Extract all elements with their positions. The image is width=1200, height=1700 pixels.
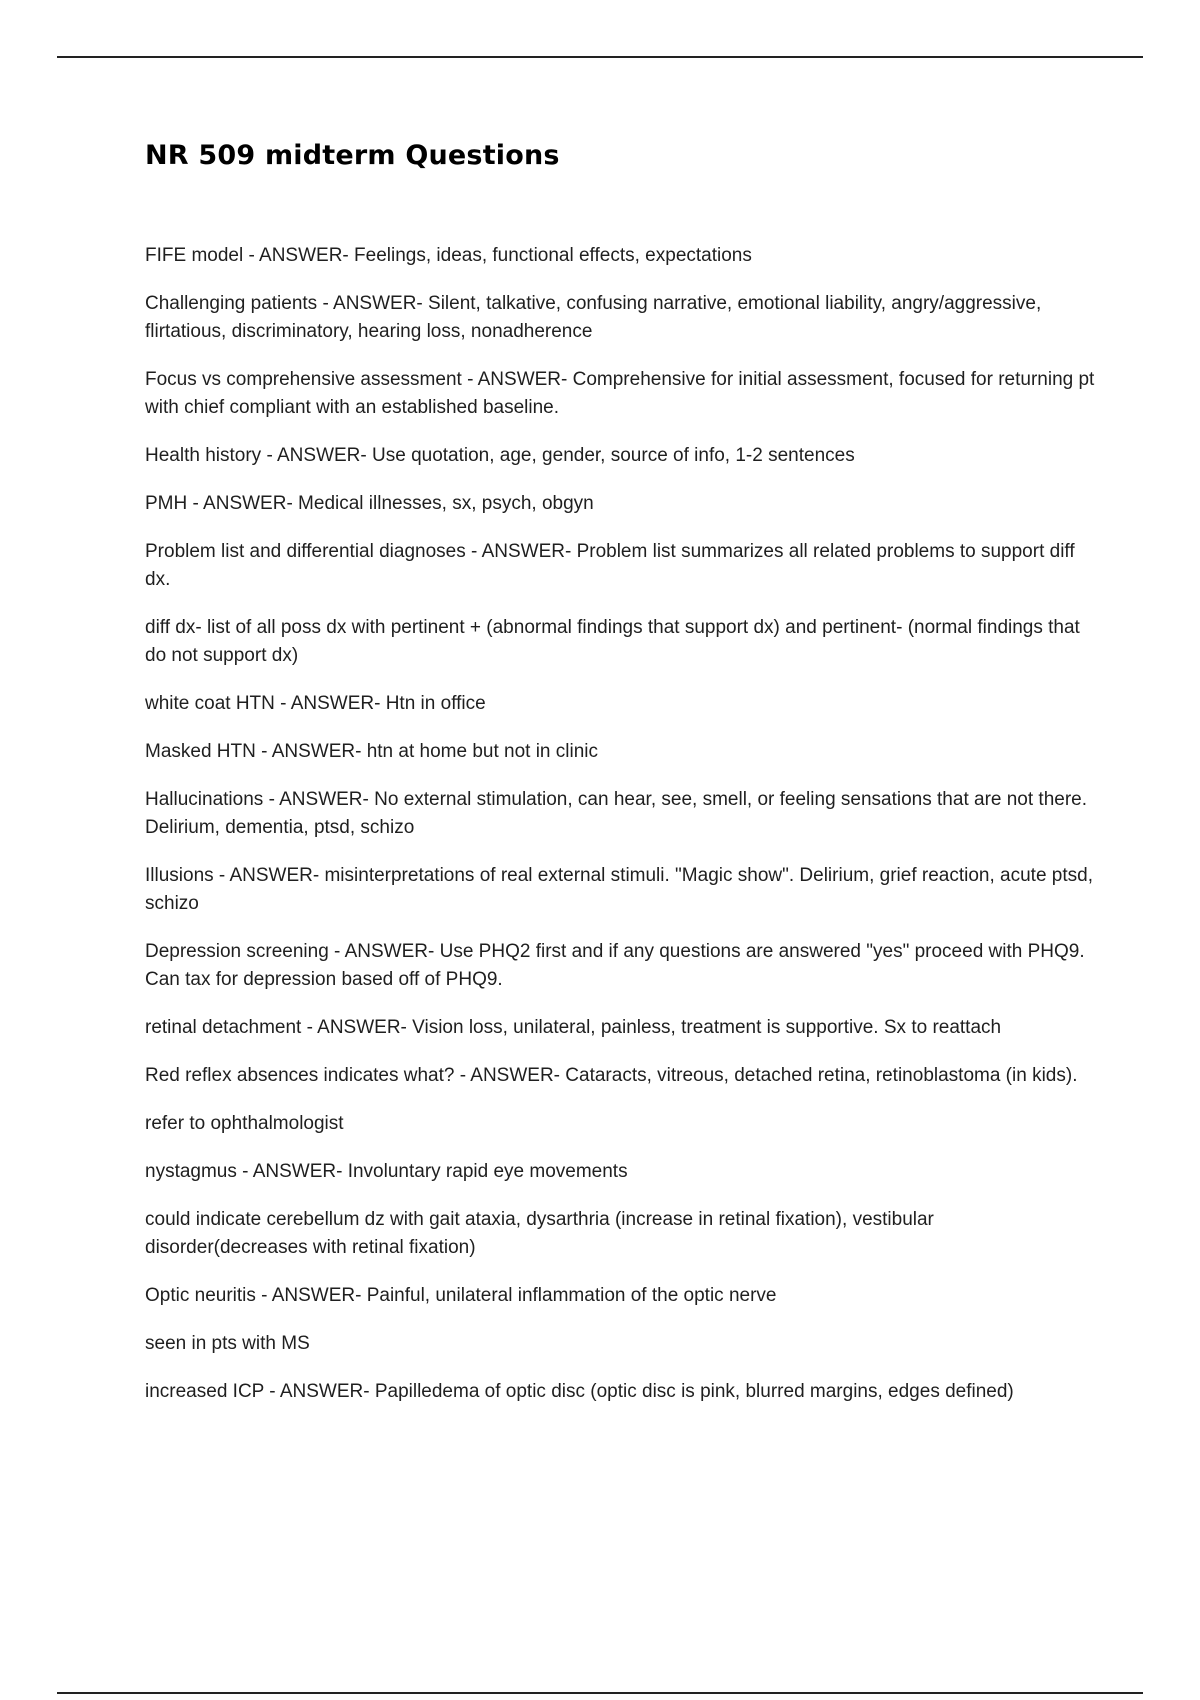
- qa-entry: Illusions - ANSWER- misinterpretations of real external stimuli. "Magic show". Delirium, grief reaction, acute ptsd, schizo: [145, 865, 1093, 914]
- qa-entry: seen in pts with MS: [145, 1333, 310, 1354]
- qa-entry: diff dx- list of all poss dx with pertinent + (abnormal findings that support dx) and pertinent- (normal findings that do not support dx): [145, 617, 1080, 666]
- qa-entry: Optic neuritis - ANSWER- Painful, unilateral inflammation of the optic nerve: [145, 1285, 777, 1306]
- qa-list: [145, 242, 1095, 1426]
- qa-entry: nystagmus - ANSWER- Involuntary rapid eye movements: [145, 1161, 628, 1182]
- qa-entry: Depression screening - ANSWER- Use PHQ2 first and if any questions are answered "yes" proceed with PHQ9. Can tax for depression based off of PHQ9.: [145, 941, 1085, 990]
- qa-entry: Challenging patients - ANSWER- Silent, talkative, confusing narrative, emotional liability, angry/aggressive, flirtatious, discriminatory, hearing loss, nonadherence: [145, 293, 1042, 342]
- footer-rule: [57, 1692, 1143, 1694]
- qa-entry: white coat HTN - ANSWER- Htn in office: [145, 693, 486, 714]
- header-rule: [57, 56, 1143, 58]
- qa-entry: increased ICP - ANSWER- Papilledema of optic disc (optic disc is pink, blurred margins, edges defined): [145, 1381, 1014, 1402]
- qa-entry: PMH - ANSWER- Medical illnesses, sx, psych, obgyn: [145, 493, 594, 514]
- qa-entry: retinal detachment - ANSWER- Vision loss, unilateral, painless, treatment is supportive. Sx to reattach: [145, 1017, 1002, 1038]
- qa-entry: Red reflex absences indicates what? - ANSWER- Cataracts, vitreous, detached retina, retinoblastoma (in kids).: [145, 1065, 1078, 1086]
- qa-entry: Health history - ANSWER- Use quotation, age, gender, source of info, 1-2 sentences: [145, 445, 855, 466]
- qa-entry: Problem list and differential diagnoses - ANSWER- Problem list summarizes all related problems to support diff dx.: [145, 541, 1075, 590]
- qa-entry: refer to ophthalmologist: [145, 1113, 344, 1134]
- page-title: NR 509 midterm Questions: [145, 140, 560, 171]
- qa-entry: FIFE model - ANSWER- Feelings, ideas, functional effects, expectations: [145, 245, 752, 266]
- qa-entry: could indicate cerebellum dz with gait ataxia, dysarthria (increase in retinal fixation), vestibular disorder(decreases with retinal fixation): [145, 1209, 934, 1258]
- qa-entry: Hallucinations - ANSWER- No external stimulation, can hear, see, smell, or feeling sensations that are not there. Delirium, dementia, ptsd, schizo: [145, 789, 1088, 838]
- qa-entry: Focus vs comprehensive assessment - ANSWER- Comprehensive for initial assessment, focused for returning pt with chief compliant with an established baseline.: [145, 369, 1095, 418]
- qa-entry: Masked HTN - ANSWER- htn at home but not in clinic: [145, 741, 598, 762]
